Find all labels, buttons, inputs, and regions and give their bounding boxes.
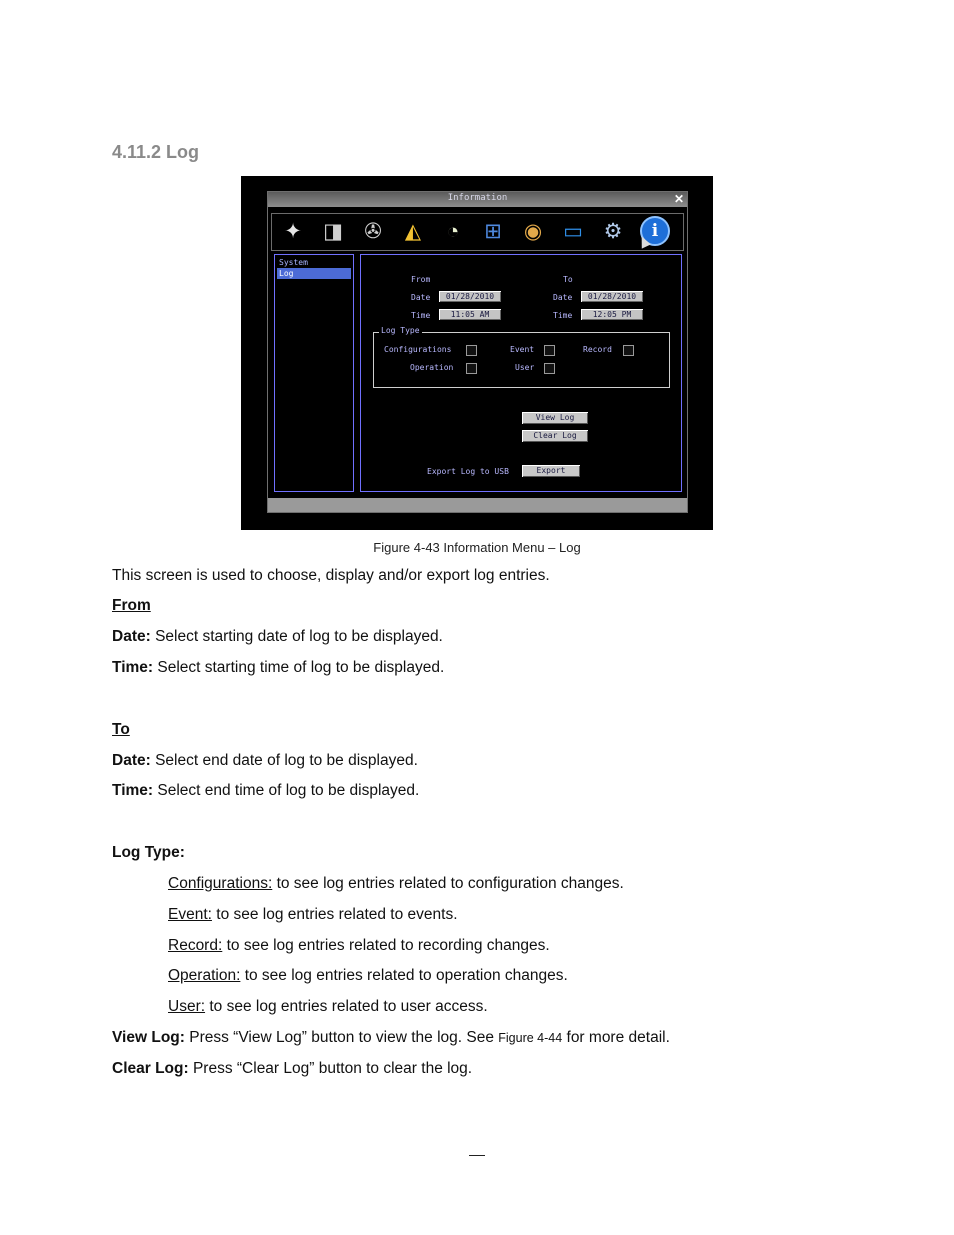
to-time-term: Time: — [112, 782, 154, 799]
menu-icon-bar — [271, 213, 684, 251]
sidebar-list — [274, 254, 354, 492]
from-heading: From — [411, 275, 431, 284]
operation-paragraph — [168, 967, 568, 985]
disk-icon[interactable]: ◉ — [523, 220, 543, 243]
log-type-heading: Log Type: — [112, 844, 185, 861]
operation-label: Operation — [410, 363, 454, 372]
to-date-field[interactable]: 01/28/2010 — [581, 291, 643, 302]
alarm-bell-icon[interactable]: ◭ — [404, 220, 422, 243]
user-desc: to see log entries related to user access. — [205, 998, 488, 1015]
from-date-paragraph — [112, 628, 443, 646]
user-label: User — [515, 363, 535, 372]
information-icon[interactable]: i — [640, 216, 670, 246]
status-bar — [268, 498, 687, 512]
operation-desc: to see log entries related to operation changes. — [240, 967, 568, 984]
view-log-term: View Log: — [112, 1029, 185, 1046]
view-log-desc-a: Press “View Log” button to view the log. See — [184, 1029, 499, 1046]
from-date-label: Date — [411, 293, 431, 302]
from-date-desc: Select starting date of log to be displayed. — [150, 628, 443, 645]
to-time-paragraph — [112, 782, 419, 800]
record-reel-icon[interactable]: ✇ — [364, 220, 382, 243]
event-desc: to see log entries related to events. — [211, 906, 458, 923]
clear-log-button[interactable]: Clear Log — [522, 430, 588, 442]
user-term: User: — [168, 998, 206, 1015]
figure-caption: Figure 4-43 Information Menu – Log — [373, 540, 581, 555]
export-label: Export Log to USB — [427, 467, 509, 476]
to-date-desc: Select end date of log to be displayed. — [150, 752, 418, 769]
record-checkbox[interactable] — [623, 345, 634, 356]
to-time-field[interactable]: 12:05 PM — [581, 309, 643, 320]
clear-log-desc: Press “Clear Log” button to clear the log. — [188, 1060, 473, 1077]
camera-icon[interactable]: ◨ — [323, 220, 343, 243]
user-paragraph — [168, 998, 488, 1016]
event-term: Event: — [168, 906, 212, 923]
configurations-checkbox[interactable] — [466, 345, 477, 356]
record-term: Record: — [168, 937, 223, 954]
to-heading-text — [112, 721, 130, 739]
page-number-rule — [469, 1155, 485, 1156]
to-date-label: Date — [553, 293, 573, 302]
display-monitor-icon[interactable]: ▭ — [563, 220, 583, 243]
from-time-paragraph — [112, 659, 444, 677]
to-heading-label: To — [112, 721, 130, 738]
schedule-clock-icon[interactable]: ◔ — [446, 220, 460, 243]
figure-reference: Figure 4-44 — [498, 1031, 563, 1045]
to-time-label: Time — [553, 311, 573, 320]
record-label: Record — [583, 345, 612, 354]
from-time-label: Time — [411, 311, 431, 320]
from-time-term: Time: — [112, 659, 154, 676]
sidebar-item-system[interactable]: System — [279, 258, 308, 267]
view-log-desc-b: for more detail. — [562, 1029, 670, 1046]
log-type-group — [373, 326, 670, 388]
event-label: Event — [510, 345, 535, 354]
log-type-heading-text — [112, 844, 185, 862]
intro-paragraph: This screen is used to choose, display and/or export log entries. — [112, 567, 550, 584]
from-date-term: Date: — [112, 628, 151, 645]
to-time-desc: Select end time of log to be displayed. — [153, 782, 420, 799]
to-heading: To — [563, 275, 573, 284]
record-desc: to see log entries related to recording changes. — [222, 937, 550, 954]
wizard-icon[interactable]: ✦ — [284, 220, 302, 243]
view-log-paragraph — [112, 1029, 670, 1047]
export-button[interactable]: Export — [522, 465, 580, 477]
event-paragraph — [168, 906, 458, 924]
configurations-desc: to see log entries related to configuration changes. — [272, 875, 624, 892]
log-type-legend: Log Type — [381, 326, 420, 335]
from-heading-text — [112, 597, 151, 615]
information-window — [267, 191, 688, 513]
network-icon[interactable]: ⊞ — [484, 220, 502, 243]
view-log-button[interactable]: View Log — [522, 412, 588, 424]
figure-screenshot — [241, 176, 713, 530]
operation-checkbox[interactable] — [466, 363, 477, 374]
record-paragraph — [168, 937, 550, 955]
title-bar — [268, 192, 687, 207]
sidebar-item-log[interactable]: Log — [277, 268, 351, 279]
from-heading-label: From — [112, 597, 151, 614]
operation-term: Operation: — [168, 967, 241, 984]
to-date-term: Date: — [112, 752, 151, 769]
from-time-field[interactable]: 11:05 AM — [439, 309, 501, 320]
from-date-field[interactable]: 01/28/2010 — [439, 291, 501, 302]
settings-gears-icon[interactable]: ⚙ — [603, 220, 623, 243]
configurations-paragraph — [168, 875, 624, 893]
configurations-label: Configurations — [384, 345, 452, 354]
clear-log-paragraph — [112, 1060, 472, 1078]
clear-log-term: Clear Log: — [112, 1060, 189, 1077]
window-title: Information — [447, 193, 508, 203]
log-settings-panel — [360, 254, 682, 492]
user-checkbox[interactable] — [544, 363, 555, 374]
configurations-term: Configurations: — [168, 875, 273, 892]
event-checkbox[interactable] — [544, 345, 555, 356]
close-icon[interactable]: ✕ — [673, 192, 685, 206]
from-time-desc: Select starting time of log to be displayed. — [153, 659, 445, 676]
to-date-paragraph — [112, 752, 418, 770]
section-title: 4.11.2 Log — [112, 142, 200, 162]
